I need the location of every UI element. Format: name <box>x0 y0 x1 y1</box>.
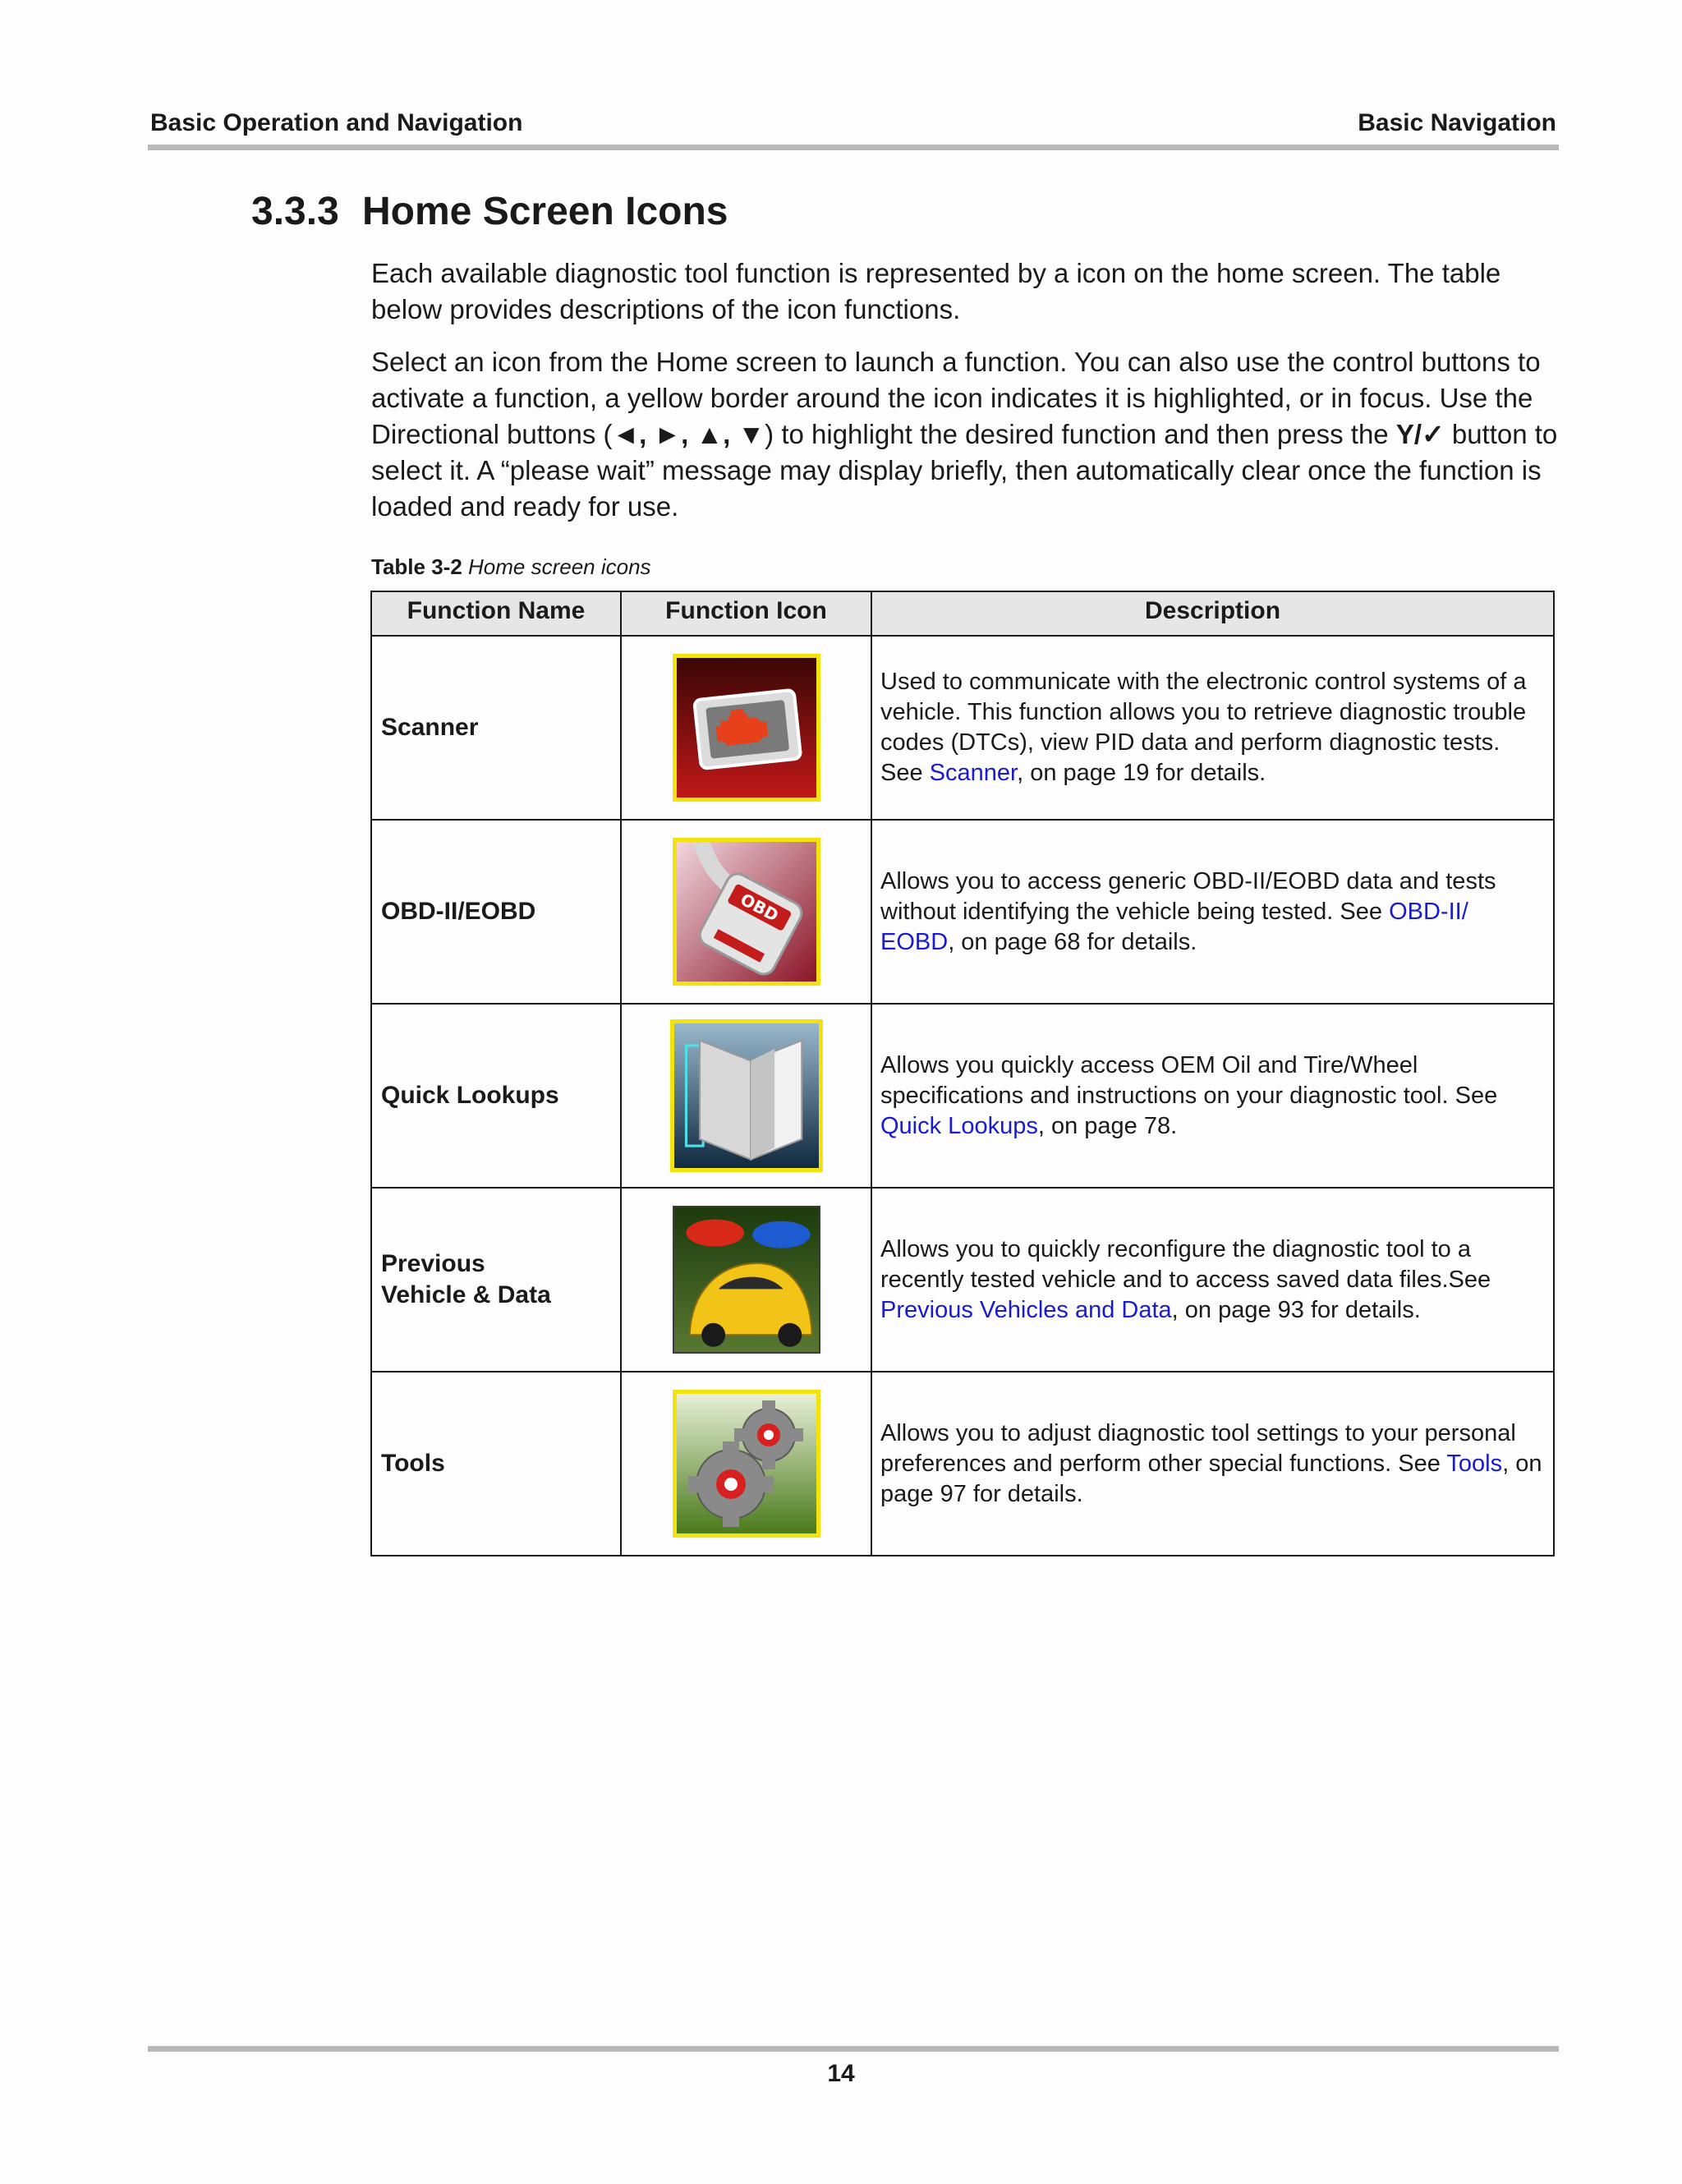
tools-gears-icon <box>673 1390 820 1538</box>
function-name: OBD-II/EOBD <box>371 820 621 1004</box>
table-caption <box>371 554 651 580</box>
scanner-link[interactable]: Scanner <box>929 760 1018 786</box>
intro-paragraph: Each available diagnostic tool function is represented by a icon on the home screen. The table below provides descriptions of the icon functions. <box>371 258 1501 324</box>
function-description: Allows you quickly access OEM Oil and Tire/Wheel specifications and instructions on your diagnostic tool. See Quick Lookups, on page 78. <box>871 1004 1554 1188</box>
table-row <box>371 1188 1554 1372</box>
footer-rule <box>148 2046 1559 2052</box>
page-number: 14 <box>827 2060 855 2087</box>
function-description: Used to communicate with the electronic control systems of a vehicle. This function allows you to retrieve diagnostic trouble codes (DTCs), view PID data and perform diagnostic tests. See Scanner, on page 19 for details. <box>871 636 1554 820</box>
function-name: Scanner <box>371 636 621 820</box>
table-header-row <box>371 591 1554 636</box>
previous-vehicles-cars-icon <box>673 1206 820 1354</box>
function-name: Previous Vehicle & Data <box>371 1188 621 1372</box>
header-chapter: Basic Operation and Navigation <box>150 109 523 136</box>
running-header <box>150 109 1556 137</box>
instructions-text-3: button to select it. A “please wait” message may display briefly, then automatically clear once the function is loaded and ready for use. <box>371 419 1558 522</box>
function-name: Tools <box>371 1372 621 1556</box>
function-description: Allows you to adjust diagnostic tool settings to your personal preferences and perform other special functions. See Tools, on page 97 for details. <box>871 1372 1554 1556</box>
table-row <box>371 820 1554 1004</box>
header-rule <box>148 145 1559 150</box>
column-header: Function Icon <box>621 591 871 636</box>
instructions-paragraph <box>371 344 1558 525</box>
obd-connector-icon <box>673 838 820 986</box>
section-title: Home Screen Icons <box>362 190 728 233</box>
previous-vehicles-link[interactable]: Previous Vehicles and Data <box>880 1296 1172 1323</box>
directional-arrows: ◄, ►, ▲, ▼ <box>612 419 765 449</box>
caption-text: Home screen icons <box>468 554 651 579</box>
table-row <box>371 1004 1554 1188</box>
scanner-icon <box>673 654 820 802</box>
column-header: Description <box>871 591 1554 636</box>
obd-link[interactable]: OBD-II/ EOBD <box>880 898 1468 955</box>
header-section: Basic Navigation <box>1358 109 1556 136</box>
table-row <box>371 1372 1554 1556</box>
tools-link[interactable]: Tools <box>1446 1450 1503 1477</box>
column-header: Function Name <box>371 591 621 636</box>
function-name: Quick Lookups <box>371 1004 621 1188</box>
quick-lookups-link[interactable]: Quick Lookups <box>880 1112 1038 1139</box>
function-description: Allows you to access generic OBD-II/EOBD data and tests without identifying the vehicle being tested. See OBD-II/ EOBD, on page 68 for details. <box>871 820 1554 1004</box>
home-screen-icons-table <box>370 591 1555 1556</box>
table-row <box>371 636 1554 820</box>
caption-label: Table 3-2 <box>371 554 462 579</box>
yes-button-name: Y/✓ <box>1395 419 1445 449</box>
instructions-text-2: ) to highlight the desired function and then press the <box>765 419 1396 449</box>
function-description: Allows you to quickly reconfigure the diagnostic tool to a recently tested vehicle and to access saved data files.See Previous Vehicles and Data, on page 93 for details. <box>871 1188 1554 1372</box>
section-number: 3.3.3 <box>251 190 339 233</box>
instructions-text-1: Select an icon from the Home screen to launch a function. You can also use the control buttons to activate a function, a yellow border around the icon indicates it is highlighted, or in focus. Use the Directional buttons ( <box>371 347 1541 449</box>
section-heading <box>251 189 728 234</box>
obd-label: OBD <box>737 889 782 926</box>
quick-lookups-book-icon <box>670 1019 823 1172</box>
